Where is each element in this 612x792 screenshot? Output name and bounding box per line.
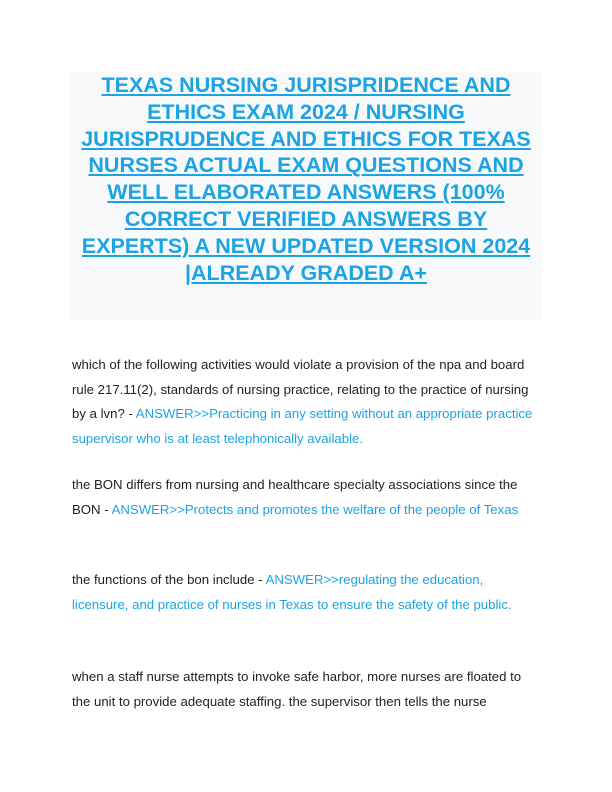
answer-text: ANSWER>>Protects and promotes the welfare of the people of Texas <box>111 501 519 517</box>
question-text: when a staff nurse attempts to invoke safe harbor, more nurses are floated to the unit to provide adequate staffing. the supervisor then tells the nurse <box>72 669 522 709</box>
qa-item <box>72 353 542 451</box>
question-text: the functions of the bon include - <box>72 572 266 587</box>
title-box <box>70 72 542 320</box>
document-title[interactable]: TEXAS NURSING JURISPRIDENCE AND ETHICS EXAM 2024 / NURSING JURISPRUDENCE AND ETHICS FOR TEXAS NURSES ACTUAL EXAM QUESTIONS AND WELL ELABORATED ANSWERS (100% CORRECT VERIFIED ANSWERS BY EXPERTS) A NEW UPDATED VERSION 2024 |ALREADY GRADED A+ <box>81 73 531 285</box>
question-text: the BON differs from nursing and healthcare specialty associations since the BON - <box>72 477 518 517</box>
question-text: which of the following activities would violate a provision of the npa and board rule 217.11(2), standards of nursing practice, relating to the practice of nursing by a lvn? - <box>72 357 529 422</box>
qa-item <box>72 473 542 522</box>
qa-item <box>72 665 542 714</box>
answer-text: ANSWER>>regulating the education, licensure, and practice of nurses in Texas to ensure the safety of the public. <box>72 572 512 612</box>
qa-item <box>72 568 542 617</box>
answer-text: ANSWER>>Practicing in any setting without an appropriate practice supervisor who is at least telephonically available. <box>72 406 533 446</box>
